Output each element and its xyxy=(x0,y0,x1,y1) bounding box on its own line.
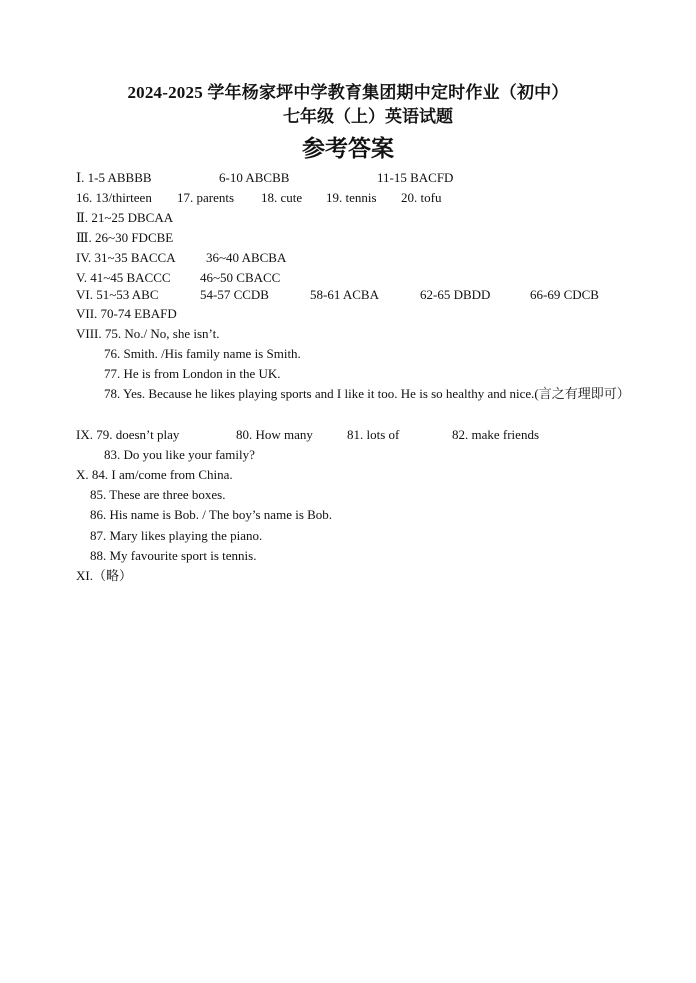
answer-block-section-8 xyxy=(76,324,630,404)
answer-group: 80. How many xyxy=(236,427,313,442)
answer-group: X. 84. I am/come from China. xyxy=(76,467,233,482)
answer-group: VII. 70-74 EBAFD xyxy=(76,306,177,321)
answer-group: 20. tofu xyxy=(401,190,442,205)
answer-row-section-5 xyxy=(76,270,636,286)
answer-group: VI. 51~53 ABC xyxy=(76,287,159,302)
answer-row-section-11 xyxy=(76,568,636,584)
answer-row-section-1 xyxy=(76,170,636,186)
answer-row-section-7 xyxy=(76,306,636,322)
answer-group: 6-10 ABCBB xyxy=(219,170,290,185)
answer-group: 46~50 CBACC xyxy=(200,270,281,285)
answer-group: 54-57 CCDB xyxy=(200,287,269,302)
answer-key-heading: 参考答案 xyxy=(302,136,394,161)
answer-row-section-9 xyxy=(76,427,636,443)
answer-row-section-4 xyxy=(76,250,636,266)
answer-group: 17. parents xyxy=(177,190,235,205)
answer-group: IV. 31~35 BACCA xyxy=(76,250,176,265)
answer-group: 66-69 CDCB xyxy=(530,287,599,302)
answer-row-section-10e xyxy=(90,548,630,564)
answer-group: Ⅲ. 26~30 FDCBE xyxy=(76,230,174,245)
answer-group: 19. tennis xyxy=(326,190,377,205)
answer-group: 88. My favourite sport is tennis. xyxy=(90,548,257,563)
answer-group: Ⅰ. 1-5 ABBBB xyxy=(76,170,152,185)
answer-group: 62-65 DBDD xyxy=(420,287,491,302)
answer-group: 36~40 ABCBA xyxy=(206,250,287,265)
answer-row-section-10 xyxy=(76,467,636,483)
answer-line xyxy=(76,384,630,404)
answer-group: 81. lots of xyxy=(347,427,400,442)
document-subtitle: 七年级（上）英语试题 xyxy=(283,107,453,126)
answer-group: 11-15 BACFD xyxy=(377,170,454,185)
answer-group: 16. 13/thirteen xyxy=(76,190,152,205)
answer-group: 83. Do you like your family? xyxy=(104,447,255,462)
answer-row-section-9b xyxy=(104,447,634,463)
answer-group: V. 41~45 BACCC xyxy=(76,270,171,285)
answer-row-section-6 xyxy=(76,287,636,303)
answer-line: 76. Smith. /His family name is Smith. xyxy=(104,346,301,361)
answer-row-section-10d xyxy=(90,528,630,544)
answer-group: Ⅱ. 21~25 DBCAA xyxy=(76,210,174,225)
answer-group: 82. make friends xyxy=(452,427,540,442)
answer-group: 87. Mary likes playing the piano. xyxy=(90,528,263,543)
document-title: 2024-2025 学年杨家坪中学教育集团期中定时作业（初中） xyxy=(127,83,569,102)
answer-row-section-10b xyxy=(90,487,630,503)
answer-group: 18. cute xyxy=(261,190,303,205)
answer-line: 77. He is from London in the UK. xyxy=(104,366,281,381)
answer-group: 85. These are three boxes. xyxy=(90,487,226,502)
answer-row-section-2 xyxy=(76,210,636,226)
answer-line: VIII. 75. No./ No, she isn’t. xyxy=(76,326,220,341)
answer-row-section-3 xyxy=(76,230,636,246)
answer-group: XI.（略） xyxy=(76,568,132,583)
answer-row-section-10c xyxy=(90,507,630,523)
answer-row-section-1-fill xyxy=(76,190,636,206)
answer-group: 58-61 ACBA xyxy=(310,287,379,302)
answer-group: 86. His name is Bob. / The boy’s name is Bob. xyxy=(90,507,333,522)
answer-text: 78. Yes. Because he likes playing sports and I like it too. He is so healthy and nice.(言之有理即可） xyxy=(104,386,630,401)
answer-group: IX. 79. doesn’t play xyxy=(76,427,180,442)
